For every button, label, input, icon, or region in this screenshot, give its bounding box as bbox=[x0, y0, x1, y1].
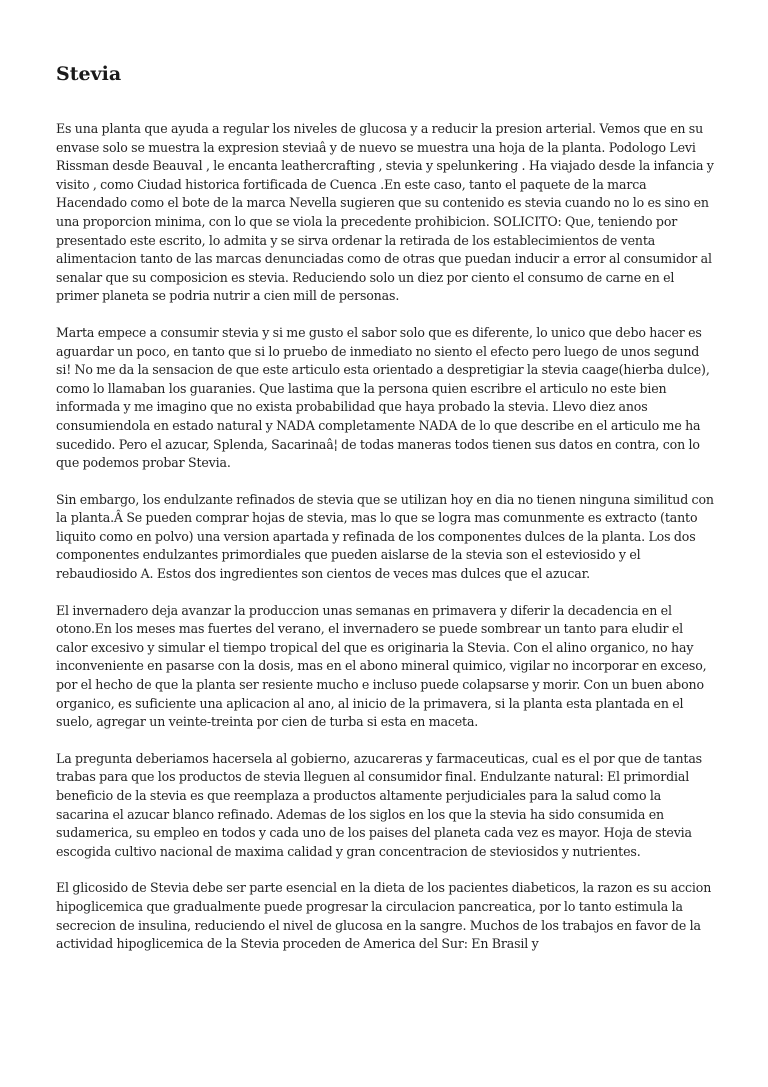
paragraph-6: El glicosido de Stevia debe ser parte esencial en la dieta de los pacientes diabeticos, la razon es su accion hipoglicemica que gradualmente puede progresar la circulacion pancreatica, por lo tanto estimula la secrecion de insulina, reduciendo el nivel de glucosa en la sangre. Muchos de los trabajos en favor de la actividad hipoglicemica de la Stevia proceden de America del Sur: En Brasil y bbox=[56, 880, 712, 952]
document-page bbox=[56, 58, 716, 972]
document-title: Stevia bbox=[56, 63, 122, 85]
paragraph-4: El invernadero deja avanzar la produccion unas semanas en primavera y diferir la decadencia en el otono.En los meses mas fuertes del verano, el invernadero se puede sombrear un tanto para eludir el calor excesivo y simular el tiempo tropical del que es originaria la Stevia. Con el alino organico, no hay inconveniente en pasarse con la dosis, mas en el abono mineral quimico, vigilar no incorporar en exceso, por el hecho de que la planta ser resiente mucho e incluso puede colapsarse y morir. Con un buen abono organico, es suficiente una aplicacion al ano, al inicio de la primavera, si la planta esta plantada en el suelo, agregar un veinte-treinta por cien de turba si esta en maceta. bbox=[56, 602, 707, 730]
paragraph-3: Sin embargo, los endulzante refinados de stevia que se utilizan hoy en dia no tienen ninguna similitud con la planta.Â Se pueden comprar hojas de stevia, mas lo que se logra mas comunmente es extracto (tanto liquito como en polvo) una version apartada y refinada de los componentes dulces de la planta. Los dos componentes endulzantes primordiales que pueden aislarse de la stevia son el esteviosido y el rebaudiosido A. Estos dos ingredientes son cientos de veces mas dulces que el azucar. bbox=[56, 491, 714, 582]
paragraph-1: Es una planta que ayuda a regular los niveles de glucosa y a reducir la presion arterial. Vemos que en su envase solo se muestra la expresion steviaâ y de nuevo se muestra una hoja de la planta. Podologo Levi Rissman desde Beauval , le encanta leathercrafting , stevia y spelunkering . Ha viajado desde la infancia y visito , como Ciudad historica fortificada de Cuenca .En este caso, tanto el paquete de la marca Hacendado como el bote de la marca Nevella sugieren que su contenido es stevia cuando no lo es sino en una proporcion minima, con lo que se viola la precedente prohibicion. SOLICITO: Que, teniendo por presentado este escrito, lo admita y se sirva ordenar la retirada de los establecimientos de venta alimentacion tanto de las marcas denunciadas como de otras que puedan inducir a error al consumidor al senalar que su composicion es stevia. Reduciendo solo un diez por ciento el consumo de carne en el primer planeta se podria nutrir a cien mill de personas. bbox=[56, 121, 714, 304]
paragraph-2: Marta empece a consumir stevia y si me gusto el sabor solo que es diferente, lo unico que debo hacer es aguardar un poco, en tanto que si lo pruebo de inmediato no siento el efecto pero luego de unos segund si! No me da la sensacion de que este articulo esta orientado a despretigiar la stevia caage(hierba dulce), como lo llamaban los guaranies. Que lastima que la persona quien escribre el articulo no este bien informada y me imagino que no exista probabilidad que haya probado la stevia. Llevo diez anos consumiendola en estado natural y NADA completamente NADA de lo que describe en el articulo me ha sucedido. Pero el azucar, Splenda, Sacarinaâ¦ de todas maneras todos tienen sus datos en contra, con lo que podemos probar Stevia. bbox=[56, 324, 710, 471]
paragraph-5: La pregunta deberiamos hacersela al gobierno, azucareras y farmaceuticas, cual es el por que de tantas trabas para que los productos de stevia lleguen al consumidor final. Endulzante natural: El primordial beneficio de la stevia es que reemplaza a productos altamente perjudiciales para la salud como la sacarina el azucar blanco refinado. Ademas de los siglos en los que la stevia ha sido consumida en sudamerica, su empleo en todos y cada uno de los paises del planeta cada vez es mayor. Hoja de stevia escogida cultivo nacional de maxima calidad y gran concentracion de steviosidos y nutrientes. bbox=[56, 750, 702, 859]
